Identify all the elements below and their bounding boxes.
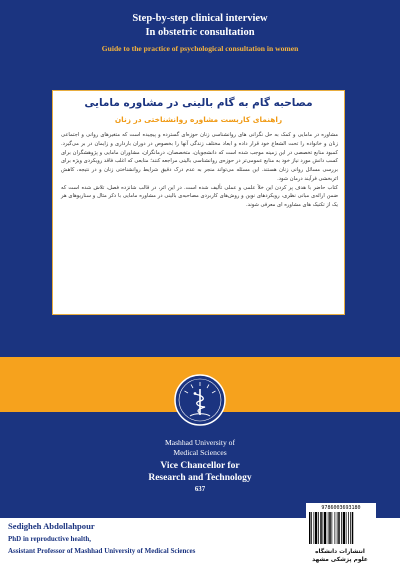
description-text	[61, 131, 338, 210]
english-subtitle: Guide to the practice of psychological consultation in women	[101, 44, 299, 53]
description-paragraph-1: مشاوره در مامایی و کمک به حل نگرانی های روانشناسی زنان حوزه‌ای گسترده و پیچیده است که متغیرهای روانی و اجتماعی زنان و خانواده را تحت الشعاع خود قرار داده و ابعاد مختلف زندگی آنها را بخصوص در دوران بارداری و زایمان در بر می‌گیرد. کمبود منابع تخصصی در این زمینه موجب شده است که دانشجویان، متخصصان، درمانگران، مشاوران مامایی و پژوهشگران برای کسب دانش مورد نیاز خود به منابع عمومی‌تر در حوزه‌ی روانشناسی بالینی مراجعه کنند؛ منابعی که اغلب فاقد رویکردی ویژه برای بررسی مسائل روانی زنان هستند. این مسئله می‌تواند منجر به عدم درک دقیق شرایط روانشناختی زنان و در نتیجه، کاهش اثربخشی فرآیند درمان شود.	[61, 132, 338, 182]
english-title-line1: Step-by-step clinical interview	[132, 13, 268, 24]
university-name-line1: Mashhad University of	[164, 438, 236, 447]
publisher-line1: انتشارات دانشگاه	[315, 549, 365, 555]
persian-subtitle: راهنمای کاربست مشاوره روانشناختی در زنان	[114, 115, 283, 124]
persian-title: مصاحبه گام به گام بالینی در مشاوره مامایی	[84, 97, 313, 109]
vice-chancellor-line2: Research and Technology	[148, 473, 252, 483]
university-seal-icon	[174, 374, 226, 426]
author-name: Sedigheh Abdollahpour	[8, 521, 95, 531]
author-degree: PhD in reproductive health,	[8, 535, 91, 543]
isbn-number: 9786003693180	[321, 505, 361, 511]
university-name-line2: Medical Sciences	[173, 448, 227, 457]
author-position: Assistant Professor of Mashhad University of Medical Sciences	[8, 547, 196, 555]
publisher-name	[304, 548, 376, 564]
isbn-barcode	[306, 503, 376, 547]
publication-number: 637	[194, 486, 206, 493]
publisher-line2: علوم پزشکی مشهد	[312, 557, 368, 563]
description-paragraph-2: کتاب حاضر با هدف پر کردن این خلأ علمی و عملی تألیف شده است. در این اثر، در قالب شانزده فصل، تلاش شده است که ضمن ارائه‌ی مبانی نظری، رویکردهای نوین و روش‌های کاربردی مصاحبه‌ی بالینی در مشاوره مامایی با ذکر مثال و سناریوهای هر یک از تکنیک های مشاوره ای معرفی شوند.	[61, 184, 338, 208]
barcode-icon	[309, 512, 373, 544]
vice-chancellor-line1: Vice Chancellor for	[160, 461, 240, 471]
english-title-line2: In obstetric consultation	[145, 27, 255, 38]
description-panel	[52, 90, 345, 315]
